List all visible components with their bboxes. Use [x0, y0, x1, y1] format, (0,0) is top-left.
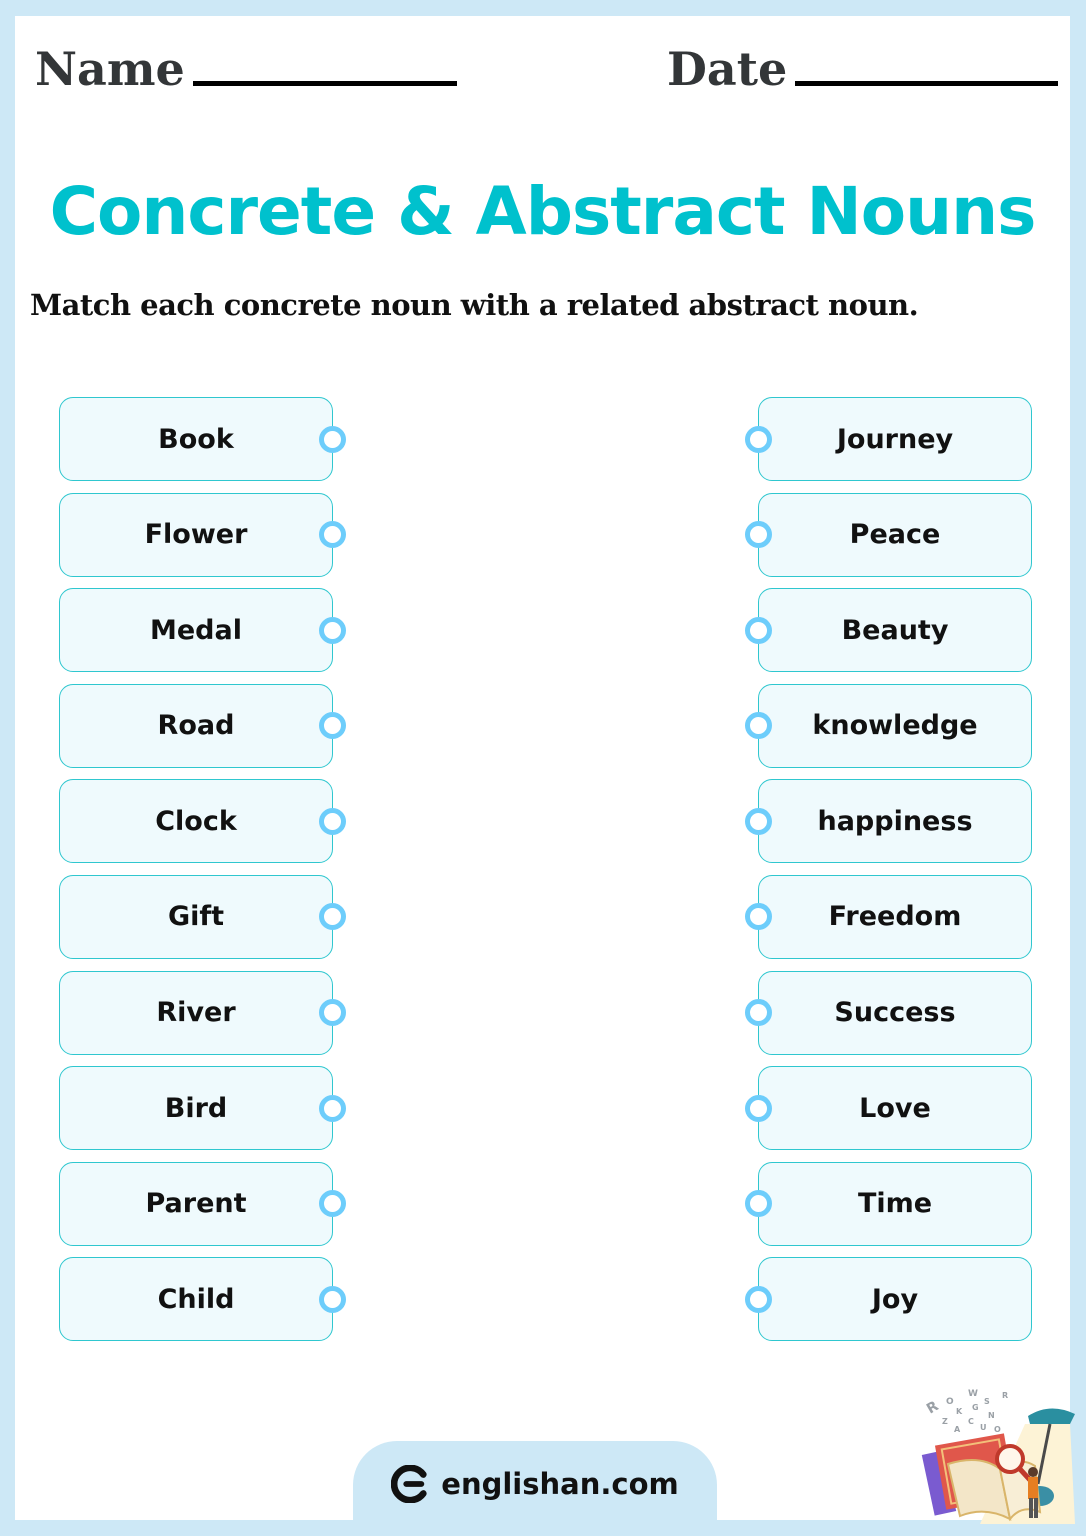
concrete-noun-box[interactable]: [59, 1066, 333, 1150]
connector-dot-icon[interactable]: [745, 521, 772, 548]
abstract-noun-box[interactable]: [758, 779, 1032, 863]
concrete-noun-label: River: [156, 997, 236, 1029]
books-magnifier-illustration-icon: [910, 1384, 1080, 1534]
concrete-noun-box[interactable]: [59, 1257, 333, 1341]
abstract-noun-label: Journey: [836, 423, 954, 455]
concrete-noun-label: Book: [158, 423, 234, 455]
connector-dot-icon[interactable]: [745, 808, 772, 835]
svg-text:G: G: [972, 1403, 979, 1412]
worksheet-page: [15, 16, 1070, 1520]
name-label: Name: [35, 42, 185, 96]
abstract-noun-label: Freedom: [828, 901, 962, 933]
concrete-noun-box[interactable]: [59, 397, 333, 481]
footer-brand-tab[interactable]: [353, 1441, 717, 1536]
svg-text:C: C: [968, 1417, 974, 1426]
englishan-logo-icon: [391, 1465, 429, 1503]
connector-dot-icon[interactable]: [319, 617, 346, 644]
connector-dot-icon[interactable]: [319, 521, 346, 548]
connector-dot-icon[interactable]: [319, 808, 346, 835]
svg-text:K: K: [956, 1407, 963, 1416]
svg-text:W: W: [968, 1389, 978, 1399]
abstract-noun-box[interactable]: [758, 875, 1032, 959]
name-write-line[interactable]: [193, 81, 457, 86]
instruction-text: Match each concrete noun with a related abstract noun.: [30, 288, 919, 322]
abstract-noun-label: Love: [859, 1092, 931, 1124]
concrete-noun-label: Bird: [164, 1092, 228, 1124]
connector-dot-icon[interactable]: [745, 1286, 772, 1313]
connector-dot-icon[interactable]: [745, 1095, 772, 1122]
connector-dot-icon[interactable]: [745, 712, 772, 739]
connector-dot-icon[interactable]: [745, 617, 772, 644]
connector-dot-icon[interactable]: [319, 426, 346, 453]
connector-dot-icon[interactable]: [745, 1190, 772, 1217]
concrete-noun-label: Clock: [155, 805, 237, 837]
svg-text:A: A: [954, 1425, 961, 1434]
abstract-noun-label: Success: [834, 997, 956, 1029]
date-label: Date: [667, 42, 788, 96]
concrete-noun-label: Gift: [167, 901, 225, 933]
concrete-noun-label: Flower: [144, 519, 248, 551]
abstract-noun-box[interactable]: [758, 1066, 1032, 1150]
abstract-noun-label: Time: [857, 1188, 933, 1220]
connector-dot-icon[interactable]: [319, 712, 346, 739]
svg-text:N: N: [988, 1411, 995, 1420]
connector-dot-icon[interactable]: [319, 1190, 346, 1217]
svg-text:R: R: [1002, 1391, 1009, 1400]
abstract-noun-label: happiness: [817, 805, 973, 837]
abstract-noun-box[interactable]: [758, 397, 1032, 481]
abstract-noun-box[interactable]: [758, 1162, 1032, 1246]
abstract-noun-box[interactable]: [758, 588, 1032, 672]
concrete-noun-label: Road: [157, 710, 235, 742]
page-title: Concrete & Abstract Nouns: [49, 173, 1036, 250]
abstract-noun-label: Peace: [849, 519, 941, 551]
svg-text:Z: Z: [942, 1417, 948, 1426]
date-field[interactable]: [667, 42, 1058, 96]
concrete-noun-label: Child: [157, 1283, 235, 1315]
concrete-noun-box[interactable]: [59, 971, 333, 1055]
abstract-noun-box[interactable]: [758, 1257, 1032, 1341]
connector-dot-icon[interactable]: [319, 1286, 346, 1313]
abstract-noun-label: knowledge: [812, 710, 978, 742]
connector-dot-icon[interactable]: [745, 903, 772, 930]
connector-dot-icon[interactable]: [319, 1095, 346, 1122]
abstract-noun-box[interactable]: [758, 971, 1032, 1055]
concrete-nouns-column: [59, 397, 333, 1353]
concrete-noun-box[interactable]: [59, 875, 333, 959]
svg-text:U: U: [980, 1423, 987, 1432]
svg-text:O: O: [994, 1425, 1001, 1434]
abstract-noun-box[interactable]: [758, 493, 1032, 577]
abstract-noun-label: Joy: [871, 1283, 919, 1315]
abstract-noun-label: Beauty: [841, 614, 949, 646]
concrete-noun-box[interactable]: [59, 779, 333, 863]
concrete-noun-box[interactable]: [59, 684, 333, 768]
connector-dot-icon[interactable]: [319, 903, 346, 930]
connector-dot-icon[interactable]: [319, 999, 346, 1026]
svg-text:S: S: [984, 1397, 990, 1406]
concrete-noun-label: Parent: [145, 1188, 247, 1220]
svg-text:O: O: [946, 1397, 954, 1407]
abstract-nouns-column: [758, 397, 1032, 1353]
date-write-line[interactable]: [795, 81, 1058, 86]
concrete-noun-box[interactable]: [59, 493, 333, 577]
concrete-noun-box[interactable]: [59, 1162, 333, 1246]
abstract-noun-box[interactable]: [758, 684, 1032, 768]
connector-dot-icon[interactable]: [745, 999, 772, 1026]
concrete-noun-label: Medal: [150, 614, 242, 646]
footer-site-link[interactable]: englishan.com: [441, 1466, 679, 1501]
connector-dot-icon[interactable]: [745, 426, 772, 453]
concrete-noun-box[interactable]: [59, 588, 333, 672]
svg-text:R: R: [924, 1398, 942, 1418]
name-field[interactable]: [35, 42, 457, 96]
